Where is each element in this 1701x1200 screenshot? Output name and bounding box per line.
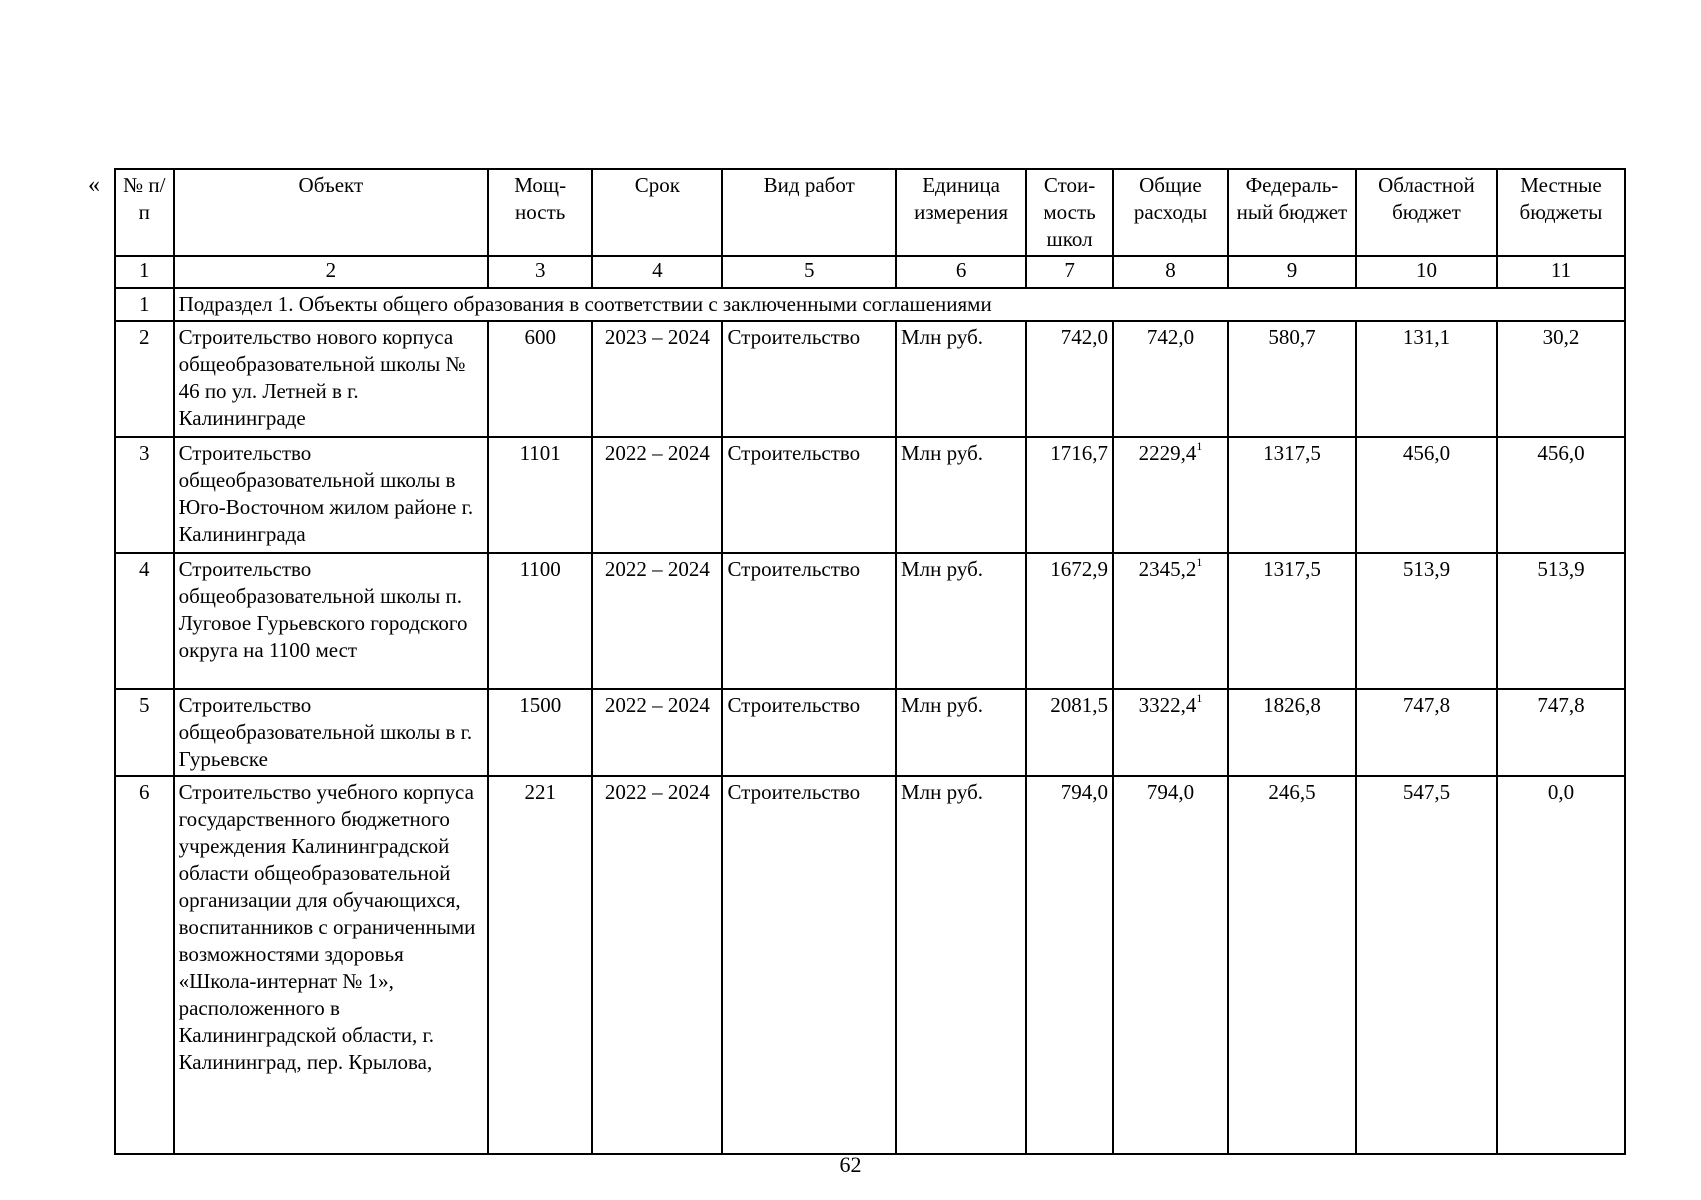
- header-cell: Общие расходы: [1113, 169, 1228, 256]
- work-type: Строительство: [722, 321, 896, 437]
- page-number: 62: [839, 1152, 862, 1177]
- work-type: Строительство: [722, 437, 896, 553]
- table-row: [115, 553, 1625, 689]
- table-row: [115, 689, 1625, 776]
- table-row: [115, 776, 1625, 1154]
- total-value: 742,0: [1146, 325, 1195, 349]
- regional-budget-value: 131,1: [1356, 321, 1497, 437]
- column-number: 3: [488, 256, 592, 288]
- total-expenses: [1113, 553, 1228, 689]
- header-cell: Стои-мость школ: [1026, 169, 1113, 256]
- object-name: Строительство общеобразовательной школы в г. Гурьевске: [174, 689, 489, 776]
- capacity-value: 1500: [488, 689, 592, 776]
- local-budget-value: 513,9: [1497, 553, 1625, 689]
- footnote-mark: 1: [1196, 691, 1203, 705]
- header-cell: Областной бюджет: [1356, 169, 1497, 256]
- work-type: Строительство: [722, 553, 896, 689]
- subsection-row: [115, 288, 1625, 321]
- object-name: Строительство учебного корпуса государственного бюджетного учреждения Калининградской области общеобразовательной организации для обучающихся, воспитанников с ограниченными возможностями здоровья «Школа-интернат № 1», расположенного в Калининградской области, г. Калининград, пер. Крылова,: [174, 776, 489, 1154]
- federal-budget-value: 246,5: [1228, 776, 1356, 1154]
- capacity-value: 1100: [488, 553, 592, 689]
- footnote-mark: 1: [1196, 555, 1203, 569]
- period-value: 2022 – 2024: [592, 437, 722, 553]
- total-expenses: [1113, 437, 1228, 553]
- cost-value: 794,0: [1026, 776, 1113, 1154]
- header-cell: Срок: [592, 169, 722, 256]
- object-name: Строительство общеобразовательной школы п. Луговое Гурьевского городского округа на 1100 мест: [174, 553, 489, 689]
- table-row: [115, 321, 1625, 437]
- federal-budget-value: 580,7: [1228, 321, 1356, 437]
- object-name: Строительство нового корпуса общеобразовательной школы № 46 по ул. Летней в г. Калининграде: [174, 321, 489, 437]
- header-cell: № п/п: [115, 169, 174, 256]
- capacity-value: 600: [488, 321, 592, 437]
- work-type: Строительство: [722, 689, 896, 776]
- total-value: 3322,4: [1138, 693, 1197, 717]
- local-budget-value: 30,2: [1497, 321, 1625, 437]
- row-number: 1: [115, 288, 174, 321]
- total-value: 2229,4: [1138, 441, 1197, 465]
- regional-budget-value: 747,8: [1356, 689, 1497, 776]
- regional-budget-value: 513,9: [1356, 553, 1497, 689]
- unit-value: Млн руб.: [896, 553, 1026, 689]
- column-number: 11: [1497, 256, 1625, 288]
- cost-value: 2081,5: [1026, 689, 1113, 776]
- column-number: 5: [722, 256, 896, 288]
- header-cell: Местные бюджеты: [1497, 169, 1625, 256]
- cost-value: 1672,9: [1026, 553, 1113, 689]
- capacity-value: 1101: [488, 437, 592, 553]
- period-value: 2022 – 2024: [592, 689, 722, 776]
- unit-value: Млн руб.: [896, 689, 1026, 776]
- row-number: 5: [115, 689, 174, 776]
- header-cell: Федераль-ный бюджет: [1228, 169, 1356, 256]
- object-name: Строительство общеобразовательной школы в Юго-Восточном жилом районе г. Калининграда: [174, 437, 489, 553]
- row-number: 6: [115, 776, 174, 1154]
- local-budget-value: 0,0: [1497, 776, 1625, 1154]
- cost-value: 742,0: [1026, 321, 1113, 437]
- unit-value: Млн руб.: [896, 321, 1026, 437]
- header-cell: Единица измерения: [896, 169, 1026, 256]
- row-number: 2: [115, 321, 174, 437]
- capacity-value: 221: [488, 776, 592, 1154]
- objects-table: [114, 168, 1626, 1155]
- cost-value: 1716,7: [1026, 437, 1113, 553]
- column-number: 7: [1026, 256, 1113, 288]
- opening-quote-mark: «: [88, 172, 100, 198]
- header-row: [115, 169, 1625, 256]
- column-number: 6: [896, 256, 1026, 288]
- footnote-mark: 1: [1196, 439, 1203, 453]
- period-value: 2023 – 2024: [592, 321, 722, 437]
- work-type: Строительство: [722, 776, 896, 1154]
- column-number: 1: [115, 256, 174, 288]
- column-number: 8: [1113, 256, 1228, 288]
- column-number: 10: [1356, 256, 1497, 288]
- federal-budget-value: 1317,5: [1228, 553, 1356, 689]
- total-value: 2345,2: [1138, 557, 1197, 581]
- regional-budget-value: 456,0: [1356, 437, 1497, 553]
- period-value: 2022 – 2024: [592, 553, 722, 689]
- column-number: 2: [174, 256, 489, 288]
- row-number: 4: [115, 553, 174, 689]
- column-number: 4: [592, 256, 722, 288]
- header-cell: Вид работ: [722, 169, 896, 256]
- total-expenses: [1113, 776, 1228, 1154]
- table-row: [115, 437, 1625, 553]
- total-value: 794,0: [1146, 780, 1195, 804]
- federal-budget-value: 1826,8: [1228, 689, 1356, 776]
- total-expenses: [1113, 689, 1228, 776]
- subsection-title: Подраздел 1. Объекты общего образования в соответствии с заключенными соглашениями: [174, 288, 1625, 321]
- column-number-row: [115, 256, 1625, 288]
- period-value: 2022 – 2024: [592, 776, 722, 1154]
- header-cell: Объект: [174, 169, 489, 256]
- regional-budget-value: 547,5: [1356, 776, 1497, 1154]
- local-budget-value: 747,8: [1497, 689, 1625, 776]
- federal-budget-value: 1317,5: [1228, 437, 1356, 553]
- header-cell: Мощ-ность: [488, 169, 592, 256]
- total-expenses: [1113, 321, 1228, 437]
- unit-value: Млн руб.: [896, 776, 1026, 1154]
- unit-value: Млн руб.: [896, 437, 1026, 553]
- row-number: 3: [115, 437, 174, 553]
- column-number: 9: [1228, 256, 1356, 288]
- local-budget-value: 456,0: [1497, 437, 1625, 553]
